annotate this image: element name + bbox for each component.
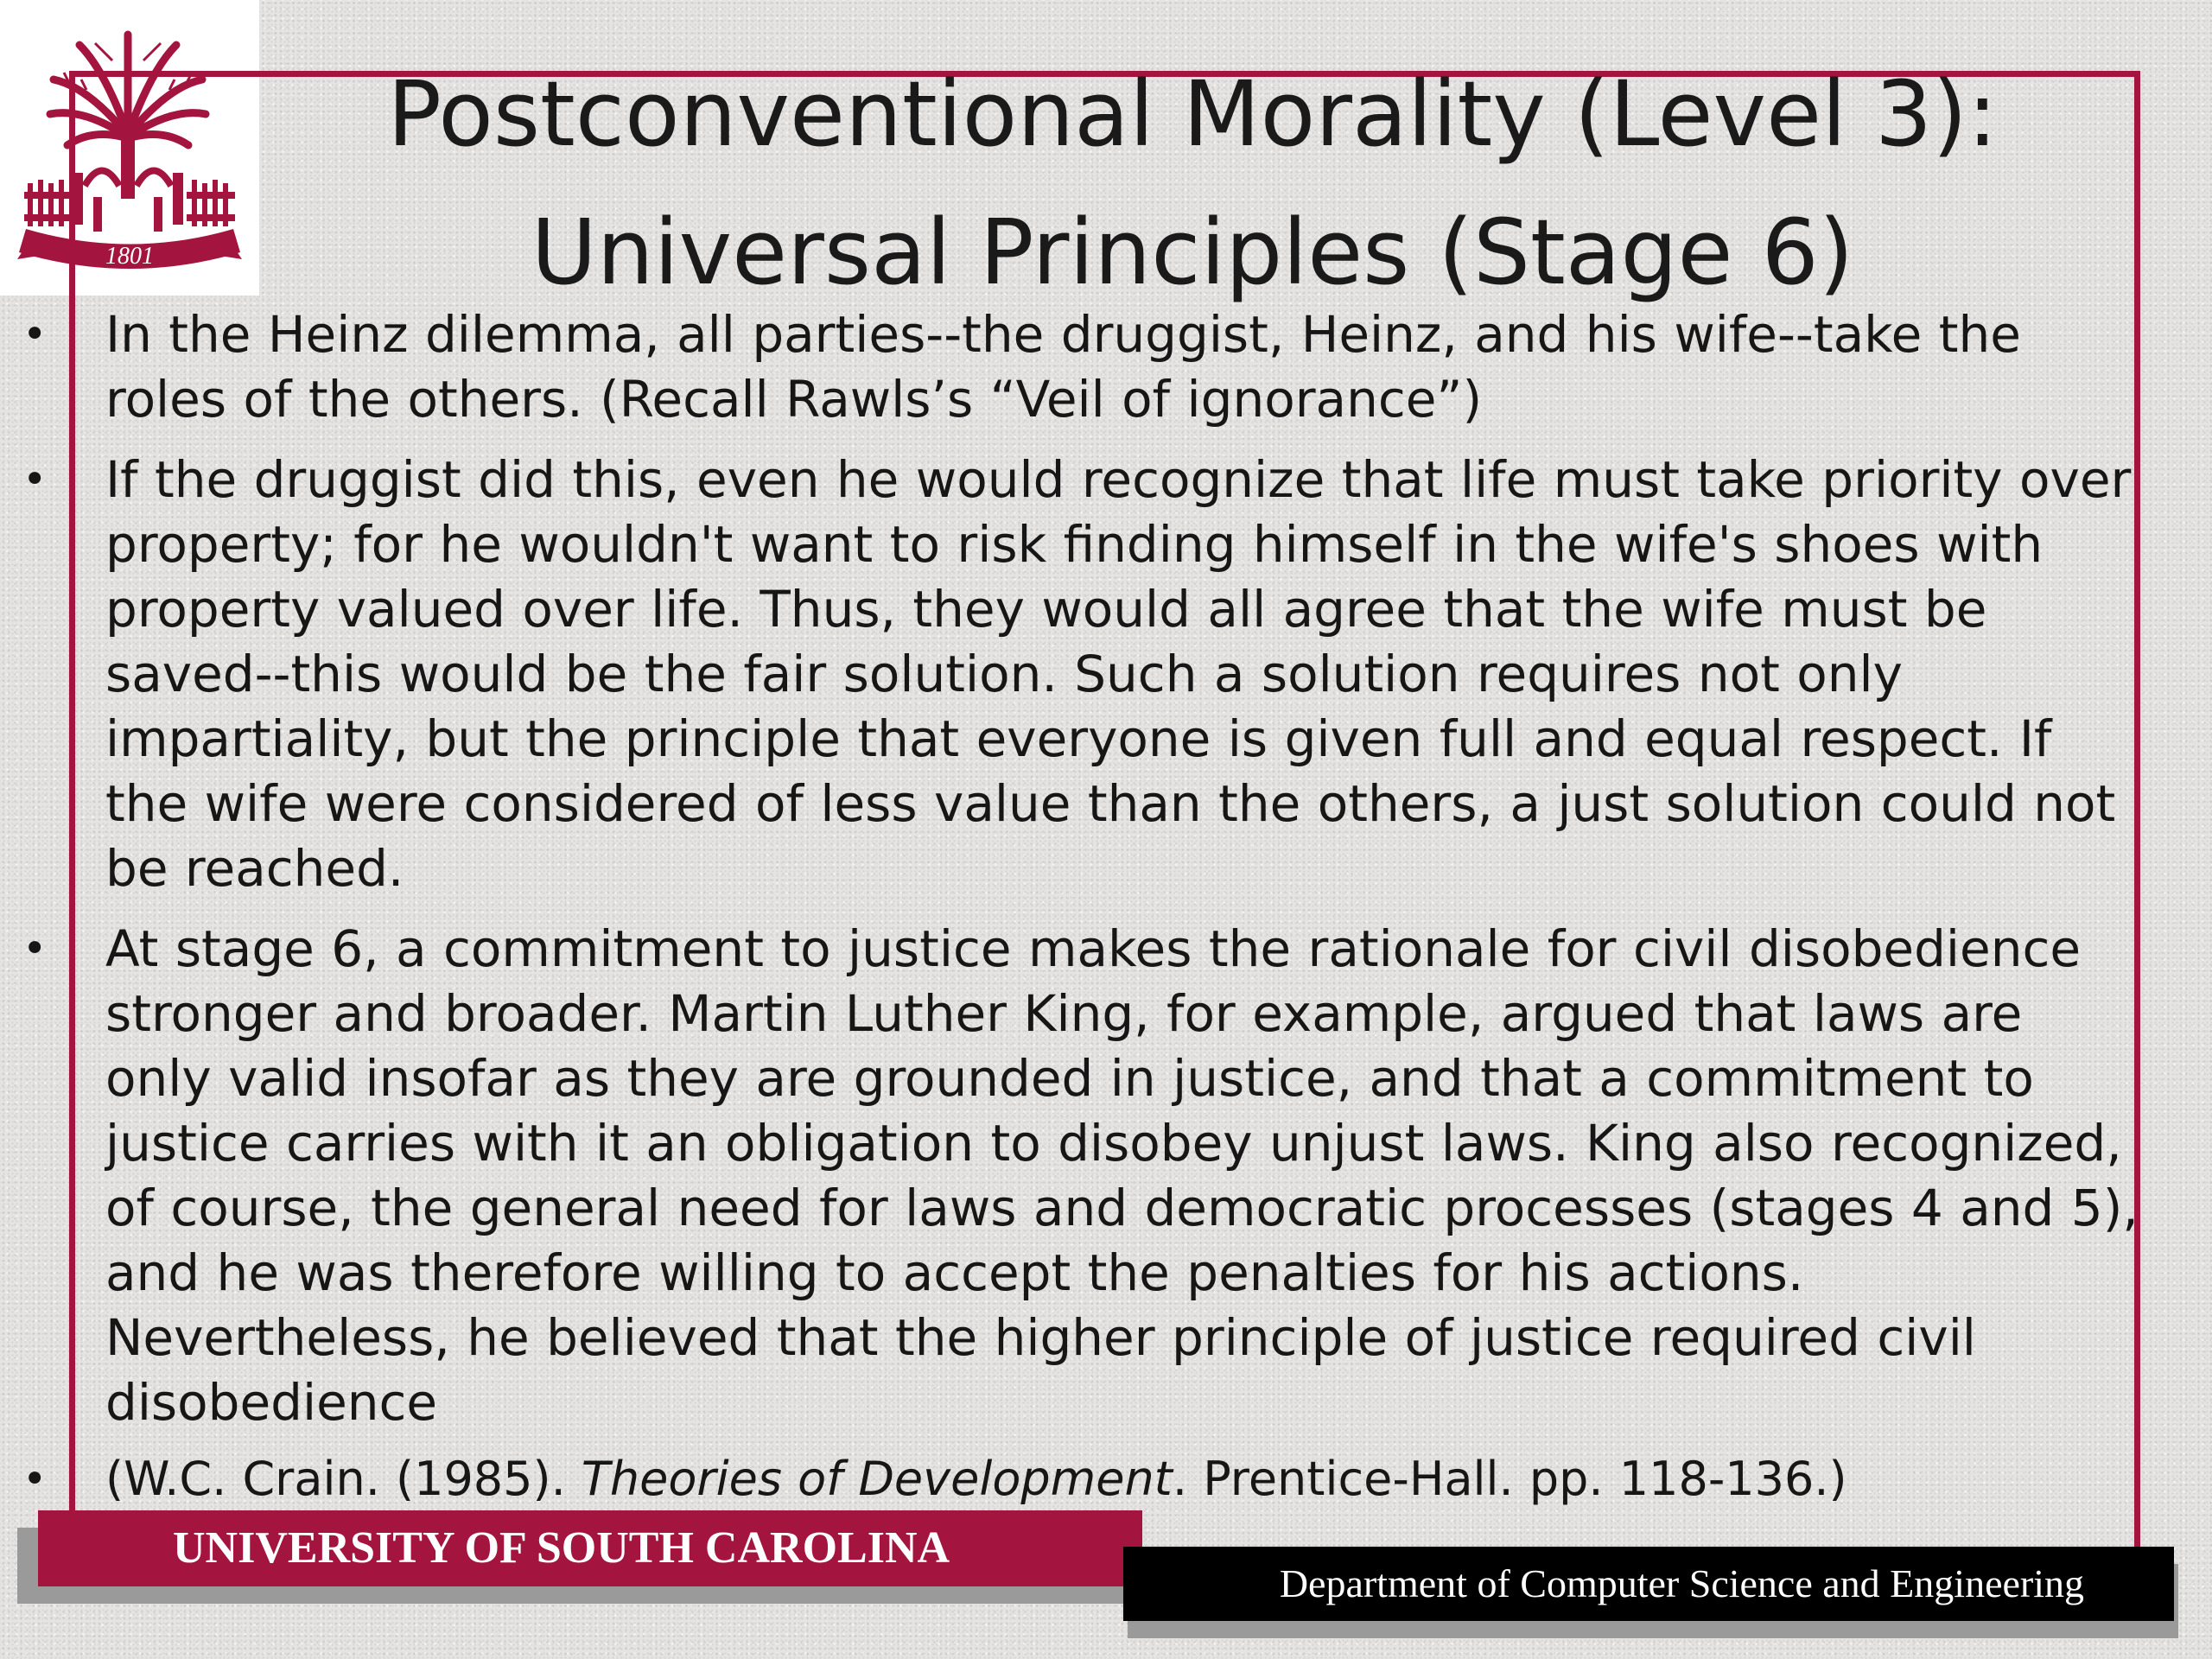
- citation-before: (W.C. Crain. (1985).: [105, 1452, 582, 1506]
- title-line-2: Universal Principles (Stage 6): [531, 200, 1854, 305]
- logo-year: 1801: [105, 243, 154, 270]
- slide-title: [259, 45, 2126, 321]
- bullet-item: [0, 448, 2143, 901]
- bullet-item: [0, 302, 2143, 432]
- citation-item: [0, 1451, 2143, 1508]
- bullet-marker: •: [22, 310, 48, 359]
- citation-book-title: Theories of Development: [581, 1452, 1173, 1506]
- citation-after: . Prentice-Hall. pp. 118-136.): [1172, 1452, 1847, 1506]
- bullet-marker: •: [22, 455, 48, 504]
- bullet-text: If the druggist did this, even he would recognize that life must take priority over property; for he wouldn't want to risk finding himself in the wife's shoes with property valued over life. Thus, they would all agree that the wife must be saved--this would be the fair solution. Such a solution requires not only impartiality, but the principle that everyone is given full and equal respect. If the wife were considered of less value than the others, a just solution could not be reached.: [105, 450, 2132, 898]
- university-name-bar: UNIVERSITY OF SOUTH CAROLINA: [38, 1510, 1142, 1586]
- bullet-text: In the Heinz dilemma, all parties--the druggist, Heinz, and his wife--take the roles of the others. (Recall Rawls’s “Veil of ignorance”): [105, 305, 2021, 429]
- bullet-list: [0, 302, 2143, 1523]
- bullet-marker: •: [22, 1455, 48, 1503]
- bullet-text: At stage 6, a commitment to justice makes the rationale for civil disobedience stronger and broader. Martin Luther King, for example, argued that laws are only valid insofar as they are grounded in justice, and that a commitment to justice carries with it an obligation to disobey unjust laws. King also recognized, of course, the general need for laws and democratic processes (stages 4 and 5), and he was therefore willing to accept the penalties for his actions. Nevertheless, he believed that the higher principle of justice required civil disobedience: [105, 919, 2139, 1432]
- department-name-bar: Department of Computer Science and Engineering: [1123, 1547, 2174, 1621]
- title-line-1: Postconventional Morality (Level 3):: [387, 61, 1998, 167]
- bullet-marker: •: [22, 925, 48, 973]
- bullet-item: [0, 917, 2143, 1435]
